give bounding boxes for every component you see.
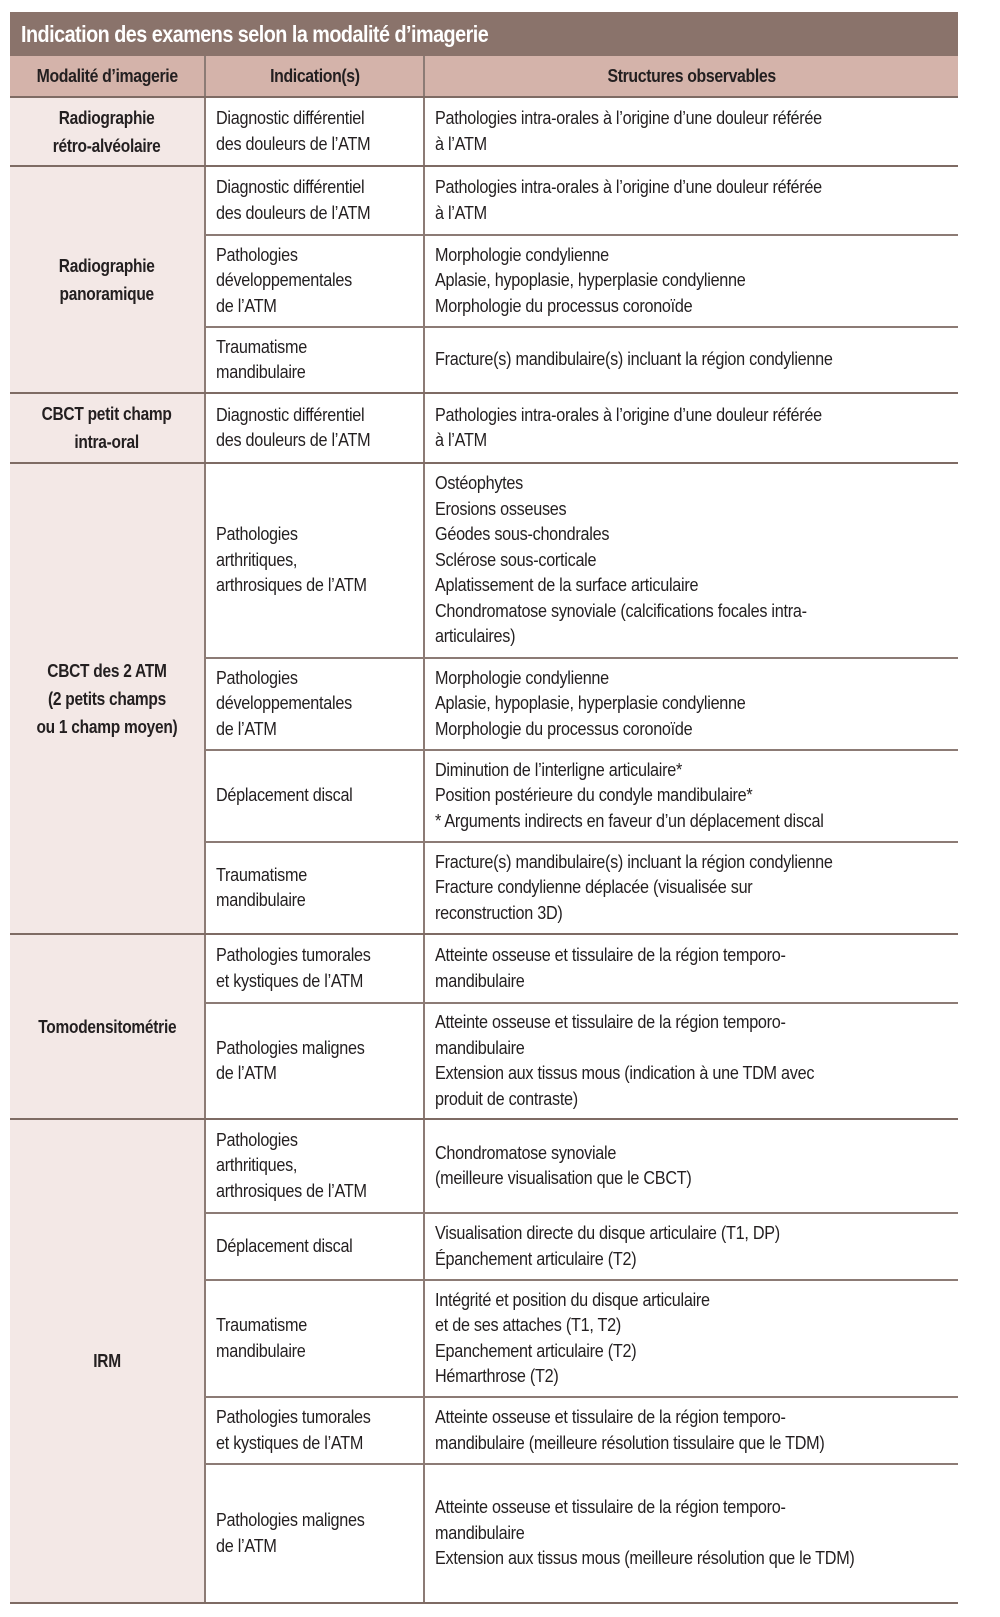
structures-text: Atteinte osseuse et tissulaire de la région temporo- mandibulaire Extension aux tissus mous (meilleure résolution que le TDM) (435, 1497, 855, 1569)
indication-cell (204, 98, 423, 165)
indication-cell (204, 1465, 423, 1602)
structures-text: Atteinte osseuse et tissulaire de la région temporo- mandibulaire (meilleure résolution tissulaire que le TDM) (435, 1407, 825, 1453)
table-row (204, 841, 958, 933)
structures-text: Fracture(s) mandibulaire(s) incluant la région condylienne (435, 349, 833, 370)
modality-group (10, 935, 958, 1120)
indication-cell (204, 659, 423, 749)
structures-cell (423, 1398, 958, 1463)
indication-cell (204, 1214, 423, 1279)
structures-text: Morphologie condylienne Aplasie, hypoplasie, hyperplasie condylienne Morphologie du processus coronoïde (435, 244, 746, 316)
header-modality-text: Modalité d’imagerie (36, 65, 178, 86)
modality-cell (10, 935, 204, 1118)
table-row (204, 394, 958, 462)
header-structures (423, 56, 958, 96)
modality-text: CBCT petit champ intra-oral (41, 404, 173, 452)
indication-text: Pathologies arthritiques, arthrosiques de l’ATM (216, 1129, 367, 1201)
indication-cell (204, 464, 423, 657)
indication-cell (204, 1398, 423, 1463)
table-row (204, 749, 958, 841)
header-indication-text: Indication(s) (269, 65, 360, 86)
table-row (204, 1279, 958, 1396)
structures-cell (423, 394, 958, 462)
table-row (204, 1212, 958, 1279)
structures-cell (423, 328, 958, 392)
table-row (204, 98, 958, 165)
imaging-indications-table (10, 12, 958, 1604)
structures-text: Morphologie condylienne Aplasie, hypoplasie, hyperplasie condylienne Morphologie du processus coronoïde (435, 667, 746, 739)
modality-group (10, 394, 958, 464)
indication-cell (204, 236, 423, 326)
modality-group (10, 1120, 958, 1604)
modality-cell (10, 167, 204, 392)
indication-text: Pathologies tumorales et kystiques de l’ATM (216, 1407, 371, 1453)
modality-text: IRM (93, 1351, 121, 1371)
structures-cell (423, 1281, 958, 1396)
indication-cell (204, 394, 423, 462)
header-structures-text: Structures observables (607, 65, 776, 86)
modality-cell (10, 464, 204, 933)
table-title (10, 12, 958, 56)
structures-cell (423, 935, 958, 1002)
modality-text: Radiographie panoramique (59, 255, 155, 304)
table-row (204, 1463, 958, 1602)
structures-cell (423, 1214, 958, 1279)
modality-text: Radiographie rétro-alvéolaire (53, 107, 161, 156)
table-row (204, 167, 958, 234)
structures-cell (423, 1465, 958, 1602)
indication-cell (204, 935, 423, 1002)
structures-text: Ostéophytes Erosions osseuses Géodes sous-chondrales Sclérose sous-corticale Aplatissement de la surface articulaire Chondromatose synoviale (calcifications focales intra- articulaires) (435, 473, 807, 647)
structures-cell (423, 843, 958, 933)
table-row (204, 657, 958, 749)
indication-text: Diagnostic différentiel des douleurs de l’ATM (216, 177, 371, 223)
table-row (204, 935, 958, 1002)
indication-text: Pathologies malignes de l’ATM (216, 1037, 365, 1083)
structures-text: Pathologies intra-orales à l’origine d’une douleur référée à l’ATM (435, 404, 822, 450)
indication-text: Pathologies tumorales et kystiques de l’ATM (216, 945, 371, 991)
table-row (204, 1002, 958, 1118)
structures-text: Atteinte osseuse et tissulaire de la région temporo- mandibulaire (435, 945, 786, 991)
structures-cell (423, 659, 958, 749)
modality-group (10, 167, 958, 394)
indication-cell (204, 167, 423, 234)
indication-text: Pathologies arthritiques, arthrosiques de l’ATM (216, 524, 367, 596)
header-indication (204, 56, 423, 96)
structures-text: Diminution de l’interligne articulaire* Position postérieure du condyle mandibulaire* * Arguments indirects en faveur d’un déplacement discal (435, 759, 824, 831)
structures-text: Pathologies intra-orales à l’origine d’une douleur référée à l’ATM (435, 177, 822, 223)
structures-cell (423, 236, 958, 326)
indication-cell (204, 751, 423, 841)
indication-text: Pathologies malignes de l’ATM (216, 1510, 365, 1556)
structures-text: Intégrité et position du disque articulaire et de ses attaches (T1, T2) Epanchement articulaire (T2) Hémarthrose (T2) (435, 1289, 710, 1386)
indication-cell (204, 328, 423, 392)
indication-text: Pathologies développementales de l’ATM (216, 244, 352, 316)
indication-text: Traumatisme mandibulaire (216, 1315, 307, 1361)
indication-cell (204, 1120, 423, 1212)
structures-cell (423, 464, 958, 657)
modality-text: Tomodensitométrie (37, 1016, 177, 1037)
table-row (204, 1396, 958, 1463)
table-row (204, 1120, 958, 1212)
structures-cell (423, 751, 958, 841)
modality-text: CBCT des 2 ATM (2 petits champs ou 1 champ moyen) (36, 660, 178, 737)
indication-text: Déplacement discal (216, 1235, 353, 1256)
indication-text: Diagnostic différentiel des douleurs de l’ATM (216, 404, 371, 450)
table-row (204, 326, 958, 392)
structures-text: Fracture(s) mandibulaire(s) incluant la région condylienne Fracture condylienne déplacée (visualisée sur reconstruction 3D) (435, 851, 833, 923)
table-row (204, 234, 958, 326)
indication-text: Traumatisme mandibulaire (216, 864, 307, 910)
structures-text: Pathologies intra-orales à l’origine d’une douleur référée à l’ATM (435, 108, 822, 154)
indication-text: Diagnostic différentiel des douleurs de l’ATM (216, 108, 371, 154)
structures-cell (423, 167, 958, 234)
header-row (10, 56, 958, 98)
table-title-text: Indication des examens selon la modalité d’imagerie (21, 21, 489, 47)
structures-text: Chondromatose synoviale (meilleure visualisation que le CBCT) (435, 1142, 692, 1188)
indication-text: Pathologies développementales de l’ATM (216, 667, 352, 739)
modality-group (10, 464, 958, 935)
header-modality (10, 56, 204, 96)
modality-cell (10, 98, 204, 165)
modality-cell (10, 394, 204, 462)
structures-text: Atteinte osseuse et tissulaire de la région temporo- mandibulaire Extension aux tissus mous (indication à une TDM avec produit de contraste) (435, 1012, 815, 1109)
structures-cell (423, 1120, 958, 1212)
indication-cell (204, 1281, 423, 1396)
indication-text: Traumatisme mandibulaire (216, 336, 307, 382)
structures-text: Visualisation directe du disque articulaire (T1, DP) Épanchement articulaire (T2) (435, 1223, 780, 1269)
indication-text: Déplacement discal (216, 785, 353, 806)
structures-cell (423, 98, 958, 165)
indication-cell (204, 1004, 423, 1118)
indication-cell (204, 843, 423, 933)
modality-cell (10, 1120, 204, 1602)
table-row (204, 464, 958, 657)
structures-cell (423, 1004, 958, 1118)
modality-group (10, 98, 958, 167)
